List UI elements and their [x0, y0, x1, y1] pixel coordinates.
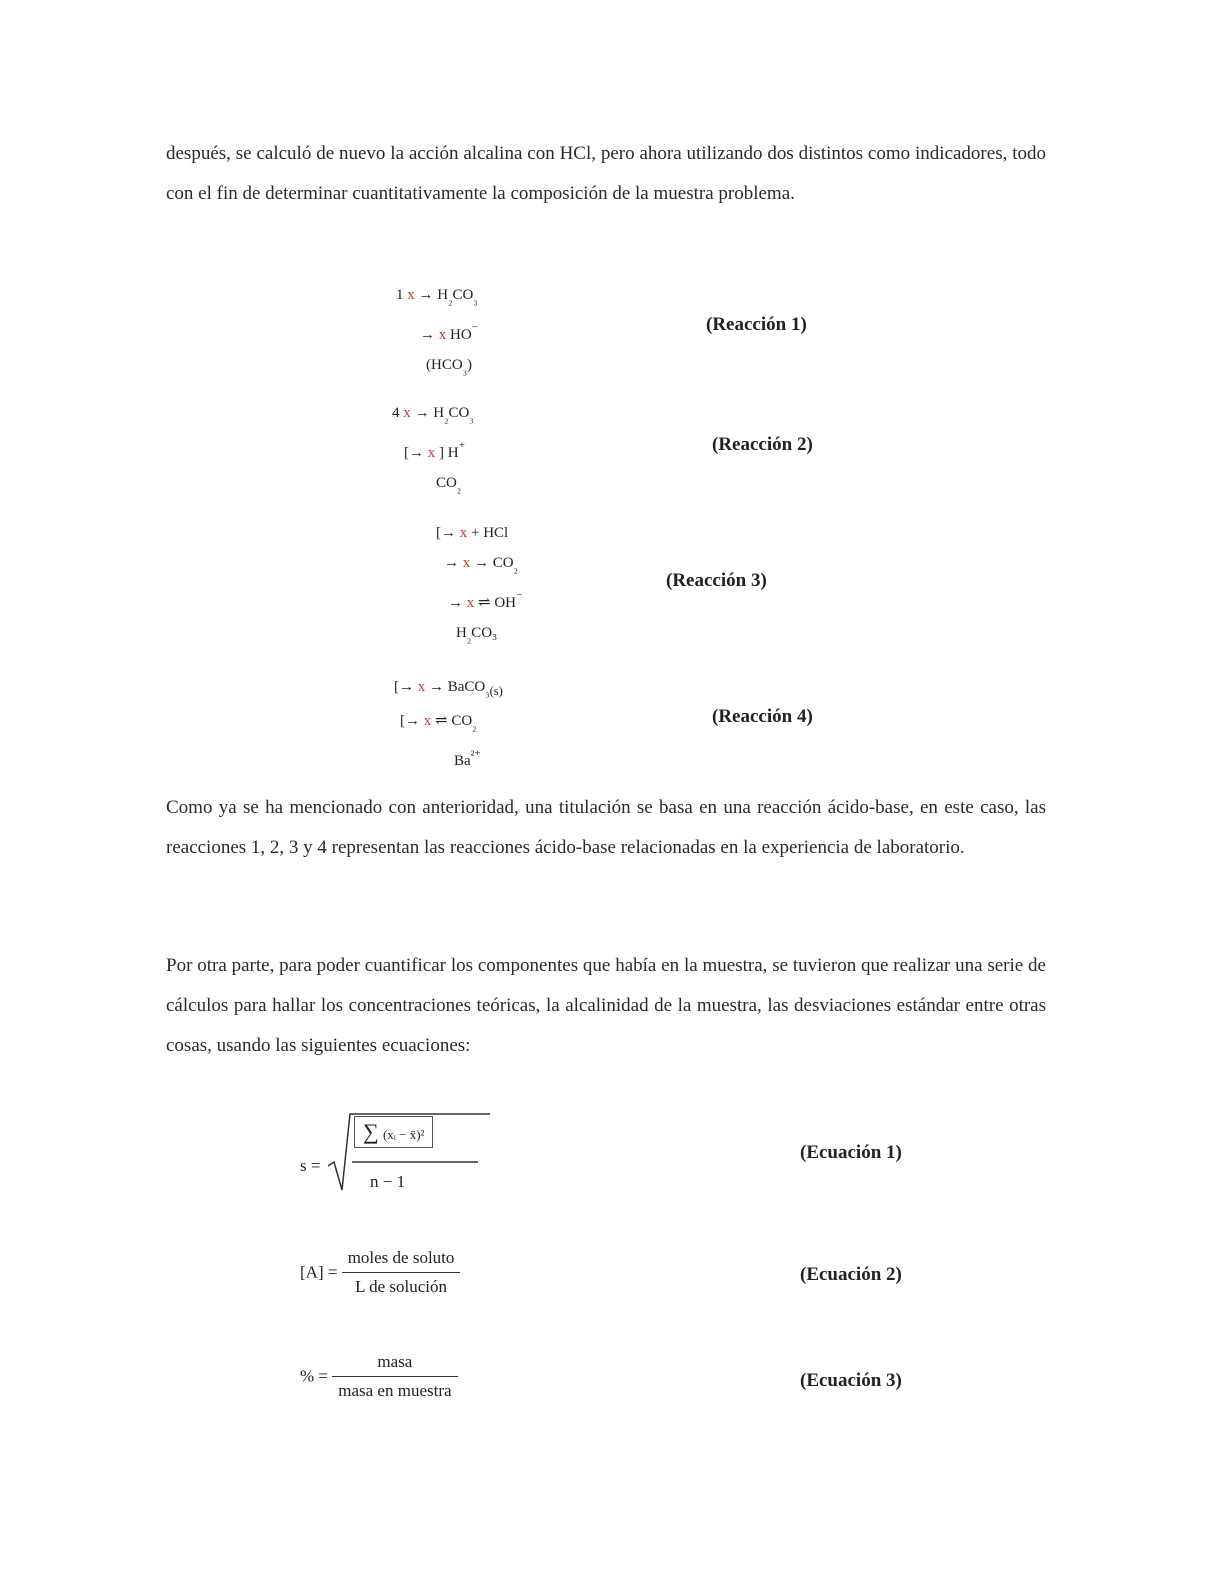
reaction-1-label: (Reacción 1) — [706, 314, 807, 335]
equation-3-numerator: masa — [332, 1352, 457, 1377]
reaction-2-label: (Reacción 2) — [712, 434, 813, 455]
equation-3 — [300, 1352, 458, 1401]
reaction-3-formula — [436, 518, 523, 652]
equation-3-lhs: % = — [300, 1366, 328, 1386]
reaction-line: → x ⇌ OH⁻ — [448, 590, 523, 611]
equation-1-denominator: n − 1 — [370, 1172, 406, 1191]
reaction-line: [→ x → BaCO$_{_3(s)}$ — [394, 679, 503, 698]
sum-box — [354, 1116, 433, 1148]
equation-2-lhs: [A] = — [300, 1262, 338, 1282]
equation-2-denominator: L de solución — [355, 1277, 447, 1296]
reaction-2-formula — [392, 398, 474, 502]
equation-2-numerator: moles de soluto — [342, 1248, 461, 1273]
equation-1-label: (Ecuación 1) — [800, 1142, 902, 1163]
paragraph-reactions: Como ya se ha mencionado con anterioridad, una titulación se basa en una reacción ácido-base, en este caso, las reacciones 1, 2, 3 y 4 representan las reacciones ácido-base relacionadas en la experiencia de laboratorio. — [166, 797, 1046, 858]
equation-3-denominator: masa en muestra — [338, 1381, 452, 1400]
reaction-line: $CO_{_2}$ — [436, 475, 462, 494]
equation-2 — [300, 1248, 460, 1297]
equation-1 — [300, 1108, 500, 1198]
reaction-line: $H_{_2}CO_3$ — [456, 625, 498, 644]
paragraph-calculations: Por otra parte, para poder cuantificar los componentes que había en la muestra, se tuvieron que realizar una serie de cálculos para hallar los concentraciones teóricas, la alcalinidad de la muestra, las desviaciones estándar entre otras cosas, usando las siguientes ecuaciones: — [166, 955, 1046, 1056]
equation-3-label: (Ecuación 3) — [800, 1370, 902, 1391]
reaction-1-formula — [396, 280, 478, 384]
reaction-line: [→ x ] H⁺ — [404, 440, 466, 461]
reaction-line: → $x \to CO_{_2}$ — [444, 555, 518, 574]
sum-symbol: ∑ — [363, 1119, 379, 1144]
sum-body: (xᵢ − x̄)² — [382, 1127, 425, 1142]
reaction-line: 1 $x \to H_{_2}CO_{_3}$ — [396, 287, 478, 306]
equation-3-fraction — [332, 1352, 457, 1401]
equation-2-label: (Ecuación 2) — [800, 1264, 902, 1285]
equation-1-lhs: s = — [300, 1156, 321, 1175]
reaction-line: → x HO⁻ — [420, 322, 479, 343]
reaction-line: $Ba^{^{2+}}$ — [454, 748, 482, 769]
reaction-3-label: (Reacción 3) — [666, 570, 767, 591]
reaction-line: 4 $x \to H_{_2}CO_{_3}$ — [392, 405, 474, 424]
reaction-4-formula — [394, 672, 503, 776]
reaction-line: $(HCO_{_3})$ — [426, 357, 473, 376]
reaction-line: [→ x ⇌ $CO_{_2}$ — [400, 713, 477, 732]
equation-2-fraction — [342, 1248, 461, 1297]
paragraph-intro: después, se calculó de nuevo la acción alcalina con HCl, pero ahora utilizando dos distintos como indicadores, todo con el fin de determinar cuantitativamente la composición de la muestra problema. — [166, 143, 1046, 204]
reaction-4-label: (Reacción 4) — [712, 706, 813, 727]
reaction-line: [→ x + HCl — [436, 525, 509, 541]
